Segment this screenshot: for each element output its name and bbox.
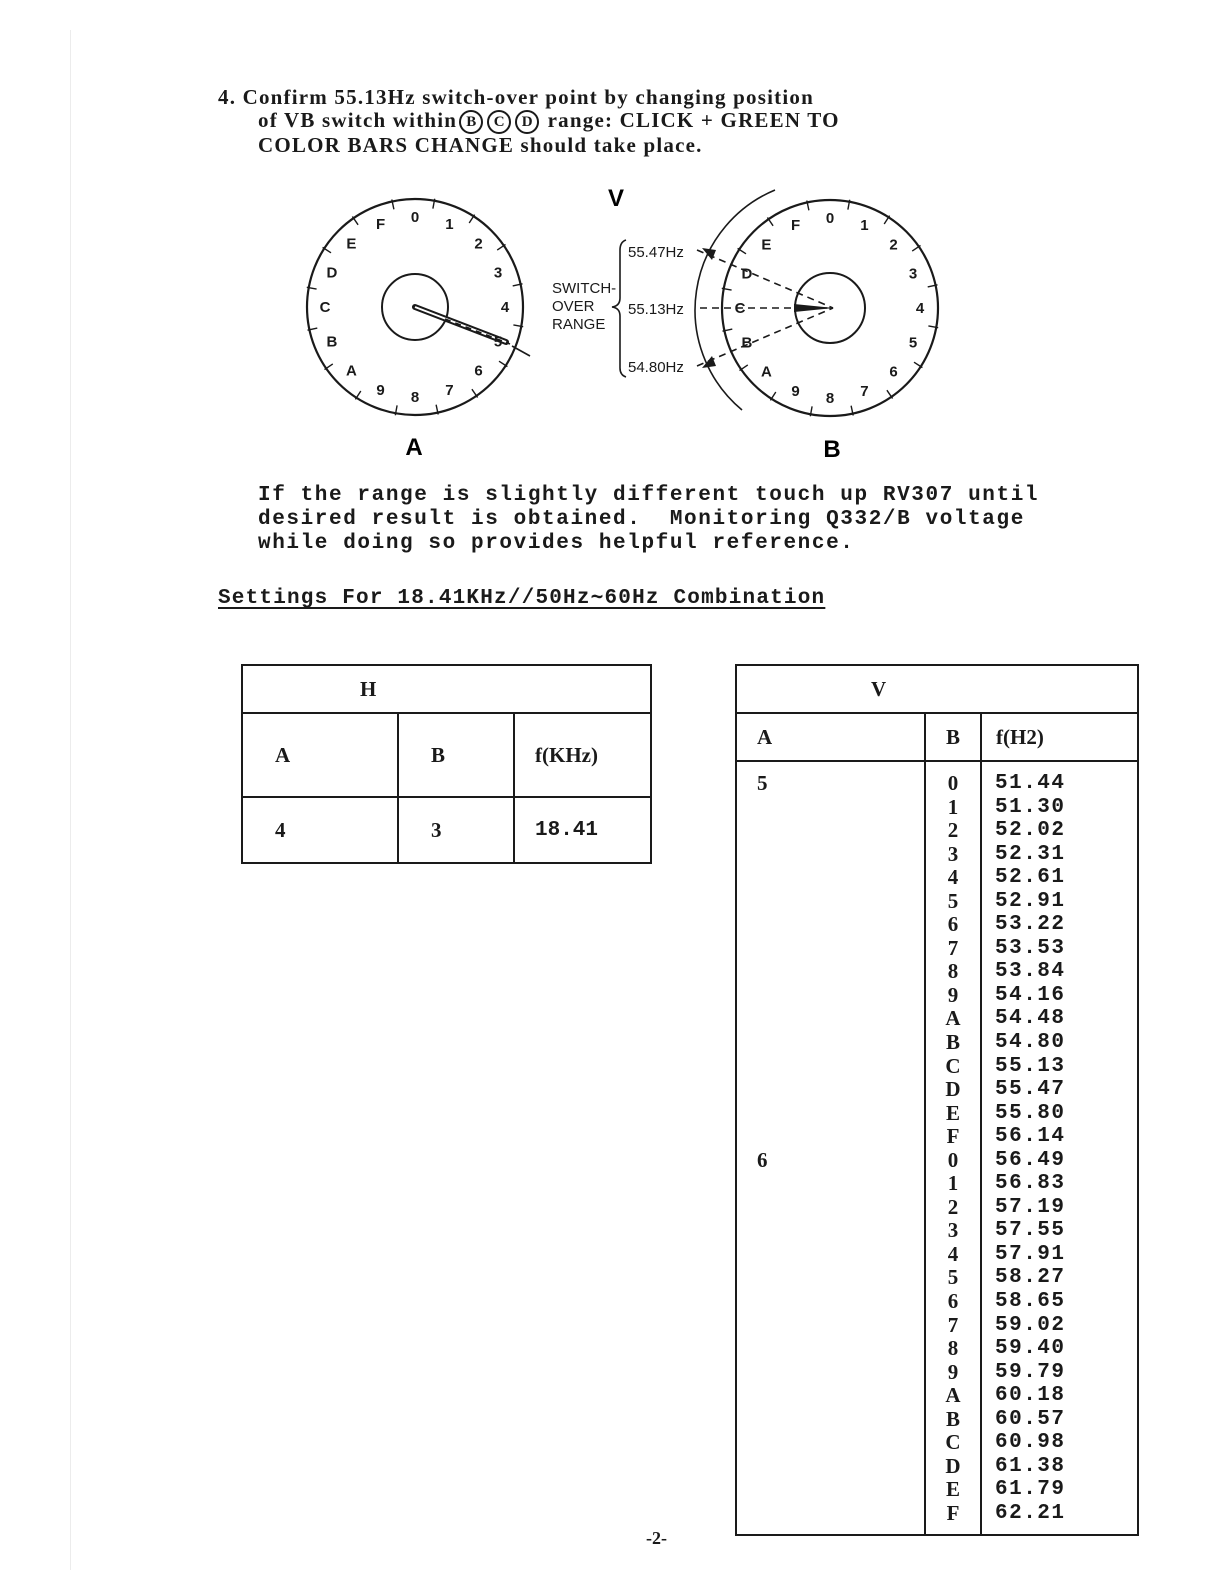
v-b-value: D (945, 1077, 961, 1102)
v-a-value (757, 1031, 923, 1055)
v-a-value (757, 1243, 923, 1267)
v-b-value: 1 (947, 1171, 959, 1196)
v-b-value: 1 (947, 794, 959, 819)
v-f-value: 61.79 (995, 1478, 1066, 1502)
v-f-value: 60.57 (995, 1407, 1066, 1431)
dial-a-position-5: 3 (493, 264, 503, 282)
v-a-value: 5 (757, 771, 768, 795)
step-line-3: COLOR BARS CHANGE should take place. (258, 133, 703, 157)
v-f-value: 56.83 (995, 1172, 1066, 1196)
v-b-value: E (945, 1100, 960, 1125)
dial-a-position-4: 2 (474, 235, 483, 253)
dial-a-position-15: D (326, 264, 338, 282)
step-4-instruction (218, 86, 840, 157)
v-f-value: 51.30 (995, 795, 1066, 819)
v-label: V (607, 185, 625, 212)
v-a-value (757, 1502, 923, 1526)
v-b-value: 0 (947, 771, 959, 795)
v-a-value (757, 913, 923, 937)
v-b-column (925, 761, 981, 1535)
v-a-value (757, 1055, 923, 1079)
v-b-value: C (945, 1430, 961, 1455)
v-a-value (757, 1314, 923, 1338)
h-col-b-header: B (398, 713, 514, 797)
v-b-value: 6 (947, 912, 959, 937)
touch-up-paragraph (258, 484, 1039, 556)
dial-b (695, 190, 938, 463)
dial-a-position-8: 6 (474, 362, 483, 380)
dial-b-dash-lower (697, 308, 833, 366)
v-f-value: 58.65 (995, 1290, 1066, 1314)
v-a-value (757, 1337, 923, 1361)
v-a-value (757, 890, 923, 914)
v-a-value (757, 1290, 923, 1314)
v-f-value: 52.61 (995, 866, 1066, 890)
v-f-value: 54.80 (995, 1031, 1066, 1055)
v-a-value: 6 (757, 1147, 768, 1172)
v-a-value (757, 960, 923, 984)
v-f-value: 55.80 (995, 1101, 1066, 1125)
v-a-value (757, 1078, 923, 1102)
v-b-value: F (946, 1124, 960, 1149)
v-b-value: B (945, 1030, 960, 1055)
v-f-value: 57.91 (995, 1242, 1066, 1266)
v-a-value (757, 1172, 923, 1196)
h-value-b: 3 (398, 797, 514, 863)
v-a-value (757, 1478, 923, 1502)
dial-a-position-11: 9 (376, 382, 385, 400)
v-f-value: 57.19 (995, 1195, 1066, 1219)
v-f-value: 56.14 (995, 1125, 1066, 1149)
dial-b-position-8: 6 (889, 363, 898, 381)
v-b-value: 8 (947, 1336, 959, 1361)
dial-a-position-13: B (326, 333, 338, 351)
v-f-value: 58.27 (995, 1266, 1066, 1290)
v-a-value (757, 1361, 923, 1385)
dial-b-position-2: 0 (825, 210, 835, 227)
h-table-title: H (242, 665, 651, 713)
v-f-value: 55.13 (995, 1054, 1066, 1078)
v-b-value: 9 (947, 982, 959, 1007)
v-col-f-header: f(H2) (981, 713, 1138, 761)
v-a-value (757, 1431, 923, 1455)
v-col-b-header: B (925, 713, 981, 761)
paragraph-line-1: If the range is slightly different touch up RV307 until (258, 484, 1040, 507)
settings-heading: Settings For 18.41KHz//50Hz∼60Hz Combination (218, 587, 826, 610)
v-f-value: 59.79 (995, 1360, 1066, 1384)
h-value-a: 4 (242, 797, 398, 863)
dial-a-position-9: 7 (445, 382, 454, 400)
v-a-value (757, 1007, 923, 1031)
step-line-1: 4. Confirm 55.13Hz switch-over point by changing position (218, 85, 814, 109)
v-b-value: 3 (947, 1218, 959, 1243)
v-b-value: 3 (947, 841, 959, 866)
dial-b-position-14: C (734, 300, 746, 317)
paragraph-line-2: desired result is obtained. Monitoring Q332/B voltage (258, 508, 1025, 531)
v-b-value: 5 (947, 1265, 959, 1290)
switch-over-range-label (552, 280, 616, 333)
v-f-value: 54.48 (995, 1007, 1066, 1031)
v-f-value: 52.02 (995, 819, 1066, 843)
dial-b-position-6: 4 (915, 300, 925, 317)
dial-b-position-7: 5 (908, 334, 918, 352)
dial-a-position-12: A (345, 362, 357, 380)
dial-a (307, 199, 530, 461)
v-f-value: 59.02 (995, 1313, 1066, 1337)
v-a-value (757, 1102, 923, 1126)
v-f-value: 61.38 (995, 1454, 1066, 1478)
dial-b-position-3: 1 (860, 216, 869, 234)
step-line-2-pre: of VB switch within (258, 108, 458, 132)
switch-diagram (0, 170, 1224, 470)
paragraph-line-3: while doing so provides helpful reference. (258, 532, 855, 555)
dial-b-position-16: E (761, 236, 772, 254)
v-a-value (757, 937, 923, 961)
freq-55-13: 55.13Hz (628, 301, 684, 318)
dial-b-position-1: F (791, 216, 801, 234)
v-b-value: 4 (947, 865, 959, 890)
v-b-value: 9 (947, 1359, 959, 1384)
dial-b-position-11: 9 (791, 383, 800, 401)
dial-b-dash-upper (697, 250, 833, 308)
v-a-column (736, 761, 925, 1535)
h-settings-table (241, 664, 652, 864)
dial-b-position-9: 7 (860, 383, 869, 401)
v-b-value: F (946, 1500, 960, 1525)
page-number: -2- (646, 1528, 667, 1548)
dial-b-position-12: A (760, 363, 772, 381)
v-table-title: V (736, 665, 1138, 713)
circled-c: C (487, 110, 511, 134)
dial-a-position-16: E (346, 235, 357, 253)
freq-55-47: 55.47Hz (628, 244, 684, 261)
v-a-value (757, 1219, 923, 1243)
v-a-value (757, 1266, 923, 1290)
circled-d: D (515, 110, 539, 134)
v-f-value: 62.21 (995, 1501, 1066, 1525)
v-f-value: 51.44 (995, 772, 1066, 795)
range-brace (612, 240, 626, 377)
dial-b-position-4: 2 (889, 236, 898, 254)
v-b-value: A (945, 1383, 961, 1408)
v-b-value: 0 (947, 1147, 959, 1172)
v-b-value: A (945, 1006, 961, 1031)
v-a-value (757, 1125, 923, 1149)
v-f-value: 60.98 (995, 1431, 1066, 1455)
v-f-value: 56.49 (995, 1148, 1066, 1172)
v-b-value: 4 (947, 1241, 959, 1266)
v-b-value: 6 (947, 1289, 959, 1314)
v-b-value: 2 (947, 818, 959, 843)
dial-a-position-6: 4 (500, 299, 510, 316)
v-b-value: D (945, 1453, 961, 1478)
dial-a-position-1: F (376, 215, 386, 233)
arrow-upper-icon (702, 248, 716, 260)
v-b-value: 2 (947, 1194, 959, 1219)
dial-a-position-2: 0 (410, 209, 420, 226)
v-f-value: 59.40 (995, 1337, 1066, 1361)
dial-b-position-5: 3 (908, 265, 918, 283)
range-label-line-1: SWITCH- (552, 280, 617, 297)
v-f-value: 52.91 (995, 889, 1066, 913)
dial-b-position-15: D (741, 265, 753, 283)
v-a-value (757, 866, 923, 890)
dial-a-position-3: 1 (445, 215, 454, 233)
dial-a-position-7: 5 (493, 333, 503, 351)
v-f-value: 60.18 (995, 1384, 1066, 1408)
v-a-value (757, 1384, 923, 1408)
dial-a-caption: A (405, 434, 423, 461)
v-a-value (757, 843, 923, 867)
h-value-f: 18.41 (514, 797, 651, 863)
v-b-value: 7 (947, 1312, 959, 1337)
v-f-value: 52.31 (995, 842, 1066, 866)
v-b-value: 7 (947, 935, 959, 960)
v-a-value (757, 1196, 923, 1220)
v-a-value (757, 1455, 923, 1479)
dial-a-position-14: C (319, 299, 331, 316)
range-label-line-2: OVER (552, 298, 595, 315)
freq-54-80: 54.80Hz (628, 359, 684, 376)
dial-a-position-10: 8 (410, 389, 420, 406)
v-col-a-header: A (736, 713, 925, 761)
v-a-value (757, 1408, 923, 1432)
v-f-value: 54.16 (995, 983, 1066, 1007)
step-line-2-post: range: CLICK + GREEN TO (541, 108, 840, 132)
v-f-value: 53.53 (995, 936, 1066, 960)
v-b-value: E (945, 1477, 960, 1502)
v-f-column (981, 761, 1138, 1535)
v-a-value (757, 819, 923, 843)
v-a-value (757, 984, 923, 1008)
v-b-value: 8 (947, 959, 959, 984)
v-b-value: 5 (947, 888, 959, 913)
v-a-value (757, 796, 923, 820)
v-settings-table (735, 664, 1139, 1536)
dial-b-caption: B (823, 436, 841, 463)
v-f-value: 53.22 (995, 913, 1066, 937)
h-col-a-header: A (242, 713, 398, 797)
v-b-value: C (945, 1053, 961, 1078)
v-f-value: 55.47 (995, 1078, 1066, 1102)
v-f-value: 57.55 (995, 1219, 1066, 1243)
circled-b: B (459, 110, 483, 134)
dial-b-position-13: B (741, 334, 753, 352)
v-b-value: B (945, 1406, 960, 1431)
range-label-line-3: RANGE (552, 316, 606, 333)
dial-b-position-10: 8 (825, 390, 835, 407)
v-f-value: 53.84 (995, 960, 1066, 984)
h-col-f-header: f(KHz) (514, 713, 651, 797)
step-line-2 (218, 109, 840, 134)
